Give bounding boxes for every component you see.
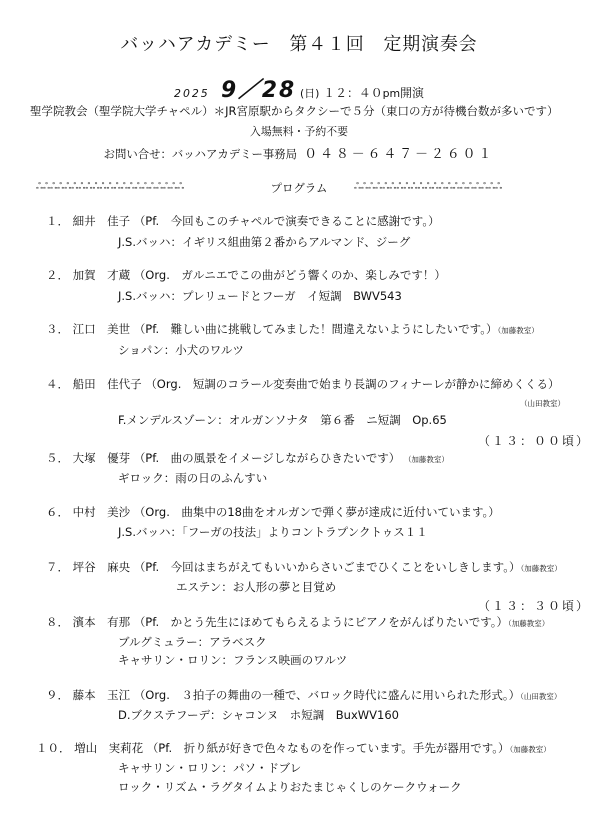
performer-name: 加賀 才蔵 [72,268,131,282]
performer-comment: （Org. ３拍子の舞曲の一種で、バロック時代に盛んに用いられた形式。） [133,688,521,702]
studio-note: （加藤教室） [403,455,449,464]
performer-name: 江口 美世 [72,322,131,336]
performer-1 [46,213,440,229]
venue: 聖学院教会（聖学院大学チャペル）＊JR宮原駅からタクシーで５分（東口の方が待機台数が多いです） [30,104,559,118]
piece: エステン：お人形の夢と目覚め [176,580,337,594]
studio-note: （加藤教室） [497,326,539,335]
piece: ロック・リズム・ラグタイムよりおたまじゃくしのケークウォーク [118,780,462,794]
contact [0,143,598,162]
studio-note: （山田教室） [520,399,565,408]
performer-name: 濱本 有那 [72,615,131,629]
date-year: 2025 [174,87,210,100]
concert-date [0,73,598,104]
piece: キャサリン・ロリン：パソ・ドブレ [118,761,302,775]
piece: J.S.バッハ：プレリュードとフーガ イ短調 BWV543 [118,289,402,303]
performer-2 [46,267,446,283]
page-title: バッハアカデミー 第４１回 定期演奏会 [120,34,478,55]
piece: ショパン：小犬のワルツ [118,343,244,357]
performer-name: 藤本 玉江 [72,688,131,702]
performer-9 [46,687,561,703]
piece: F.メンデルスゾーン：オルガンソナタ 第６番 ニ短調 Op.65 [118,413,447,427]
piece: ブルグミュラー：アラベスク [118,635,267,649]
performer-4 [46,376,559,392]
performer-comment: （Org. ガルニエでこの曲がどう響くのか、楽しみです！） [133,268,446,282]
piece: J.S.バッハ：イギリス組曲第２番からアルマンド、ジーグ [118,235,411,249]
performer-7 [46,559,562,575]
item-number: １． [46,214,69,228]
performer-3 [46,321,539,337]
item-number: ９． [46,688,69,702]
item-number: ４． [46,377,69,391]
item-number: ２． [46,268,69,282]
item-number: ６． [46,505,69,519]
date-day: 9／28 [221,78,297,103]
performer-5 [46,450,449,466]
time-marker-1: （１３：００頃） [478,434,591,448]
decoration-left: ஃஃஃஃஃஃஃஃஃஃஃஃஃஃஃஃஃஃஃஃஃ [36,182,185,192]
item-number: １０． [36,741,71,755]
performer-comment: （Org. 曲集中の18曲をオルガンで弾く夢が達成に近付いています。） [133,505,500,519]
contact-label: お問い合せ：バッハアカデミー事務局 [103,147,298,161]
date-open: 開演 [400,86,424,100]
performer-6 [46,504,500,520]
performer-8 [46,614,549,630]
performer-comment: （Pf. 折り紙が好きで色々なものを作っています。手先が器用です。） [146,741,510,755]
performer-comment: （Pf. 今回もこのチャペルで演奏できることに感謝です。） [133,214,440,228]
studio-note: （加藤教室） [520,564,562,573]
performer-name: 細井 佳子 [72,214,131,228]
performer-name: 船田 佳代子 [72,377,142,391]
date-weekday: (日) [300,87,320,100]
piece: J.S.バッハ：「フーガの技法」よりコントラプンクトゥス１１ [118,525,428,539]
contact-tel: ０４８－６４７－２６０１ [304,147,495,162]
studio-note: （加藤教室） [509,745,551,754]
performer-comment: （Org. 短調のコラール変奏曲で始まり長調のフィナーレが静かに締めくくる） [145,377,560,391]
studio-note: （山田教室） [520,692,562,701]
piece: キャサリン・ロリン：フランス映画のワルツ [118,653,348,667]
performer-name: 増山 実莉花 [74,741,144,755]
item-number: ３． [46,322,69,336]
performer-name: 大塚 優芽 [72,451,131,465]
performer-name: 坪谷 麻央 [72,560,131,574]
date-pm: pm [382,87,401,100]
time-marker-2: （１３：３０頃） [478,599,591,613]
item-number: ５． [46,451,69,465]
piece: D.ブクステフーデ：シャコンヌ ホ短調 BuxWV160 [118,708,399,722]
piece: ギロック：雨の日のふんすい [118,471,268,485]
performer-comment: （Pf. 曲の風景をイメージしながらひきたいです） [133,451,401,465]
program-title: プログラム [270,181,328,195]
item-number: ８． [46,615,69,629]
performer-name: 中村 美沙 [72,505,131,519]
performer-comment: （Pf. 難しい曲に挑戦してみました！間違えないようにしたいです。） [133,322,498,336]
performer-10 [36,740,551,756]
studio-note: （加藤教室） [508,619,550,628]
item-number: ７． [46,560,69,574]
performer-comment: （Pf. 今回はまちがえてもいいからさいごまでひくことをいしきします。） [133,560,521,574]
decoration-right: ஃஃஃஃஃஃஃஃஃஃஃஃஃஃஃஃஃஃஃஃஃ [354,182,503,192]
performer-comment: （Pf. かとう先生にほめてもらえるようにピアノをがんばりたいです。） [133,615,509,629]
admission: 入場無料・予約不要 [249,125,348,138]
date-time: １２：４０ [323,86,383,100]
